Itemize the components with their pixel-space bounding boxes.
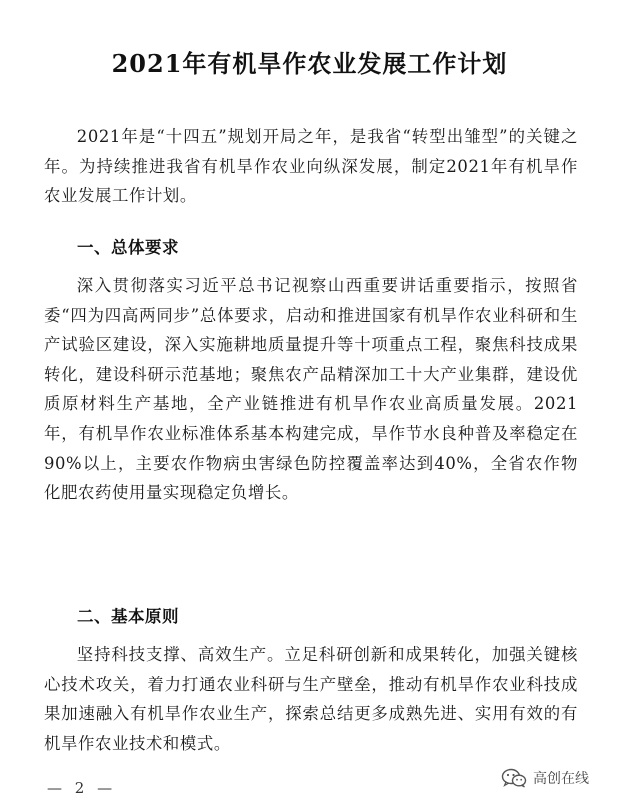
section-body-1: 深入贯彻落实习近平总书记视察山西重要讲话重要指示，按照省委“四为四高两同步”总体要求，启动和推进国家有机旱作农业科研和生产试验区建设，深入实施耕地质量提升等十项重点工程，聚焦科技成果转化，建设科研示范基地；聚焦农产品精深加工十大产业集群，建设优质原材料生产基地，全产业链推进有机旱作农业高质量发展。2021年，有机旱作农业标准体系基本构建完成，旱作节水良种普及率稳定在90%以上，主要农作物病虫害绿色防控覆盖率达到40%，全省农作物化肥农药使用量实现稳定负增长。: [44, 276, 578, 503]
section-heading-2: [44, 603, 179, 627]
watermark: [501, 768, 589, 788]
section-heading-1: [44, 234, 179, 258]
section-heading-2-text: 二、基本原则: [77, 607, 179, 626]
intro-paragraph: 2021年是“十四五”规划开局之年，是我省“转型出雏型”的关键之年。为持续推进我省有机旱作农业向纵深发展，制定2021年有机旱作农业发展工作计划。: [44, 127, 578, 206]
document-title: 2021年有机旱作农业发展工作计划: [111, 49, 508, 78]
section-heading-1-text: 一、总体要求: [77, 238, 179, 257]
page-number: — 2 —: [47, 779, 117, 797]
section-body-2: 坚持科技支撑、高效生产。立足科研创新和成果转化，加强关键核心技术攻关，着力打通农业科研与生产壁垒，推动有机旱作农业科技成果加速融入有机旱作农业生产，探索总结更多成熟先进、实用有效的有机旱作农业技术和模式。: [44, 645, 578, 753]
wechat-icon: [501, 768, 527, 788]
watermark-text: 高创在线: [533, 771, 589, 787]
